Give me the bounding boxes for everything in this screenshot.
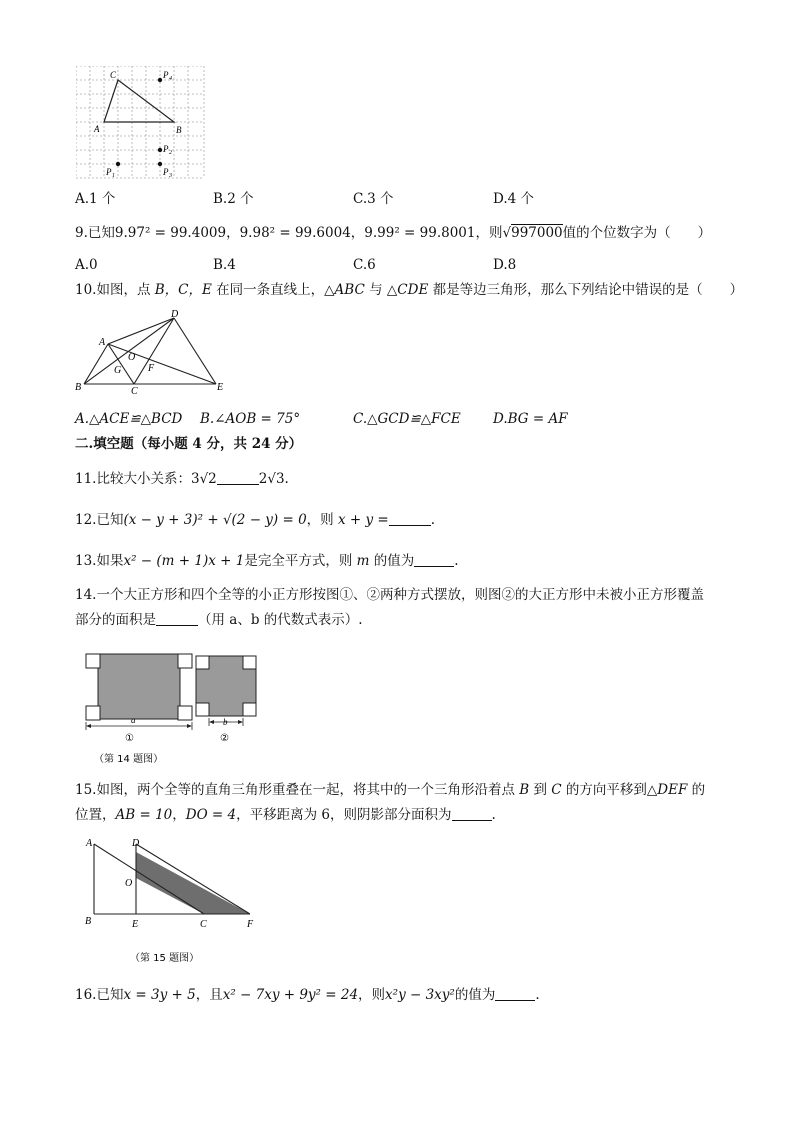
point-p3	[158, 162, 162, 166]
radical-sign: √	[502, 225, 512, 241]
q9-eq2: 9.98² = 99.6004	[239, 225, 351, 241]
q15-tri: △DEF	[646, 782, 688, 798]
q16-eq2: x² − 7xy + 9y² = 24	[222, 987, 359, 1003]
label-g: G	[114, 365, 122, 376]
q10-text-post: 都是等边三角形，那么下列结论中错误的是（ ）	[428, 282, 744, 298]
q12-mid: ，则	[306, 512, 338, 528]
label-a: A	[94, 124, 100, 134]
q15-end: .	[491, 807, 496, 823]
q15-line2	[75, 806, 496, 824]
line-ba	[84, 344, 108, 384]
label-c: C	[131, 386, 138, 394]
q10-tri2: △CDE	[386, 282, 429, 298]
line-de	[174, 318, 216, 384]
label-p4: P	[163, 70, 169, 80]
label-c: C	[200, 919, 207, 930]
fig2-small-square-br	[243, 703, 256, 716]
label-o: O	[125, 878, 133, 889]
q16-mid2: ，则	[358, 987, 386, 1003]
line-cd	[134, 318, 174, 384]
q14-line2	[75, 611, 363, 629]
q10-tri1: △ABC	[324, 282, 365, 298]
label-p2-sub: 2	[169, 150, 172, 156]
q16-mid: ，且	[195, 987, 223, 1003]
q14-line1: 14.一个大正方形和四个全等的小正方形按图①、②两种方式摆放，则图②的大正方形中未被小正方形覆盖	[75, 587, 704, 603]
fig1-small-square-bl	[86, 706, 100, 720]
label-a: a	[131, 715, 136, 725]
q13-suffix: 的值为	[369, 553, 415, 569]
q15-point-b: B	[519, 782, 530, 798]
point-p1	[116, 162, 120, 166]
q13-var: m	[356, 553, 370, 569]
q9-sep1: ，	[226, 225, 240, 241]
fig1-small-square-br	[178, 706, 192, 720]
q14-line2-post: （用 a、b 的代数式表示）.	[198, 612, 363, 628]
q14-caption: （第 14 题图）	[94, 754, 164, 765]
q8-option-b: B.2 个	[213, 191, 254, 207]
q16-eq1: x = 3y + 5	[123, 987, 196, 1003]
q9-option-d: D.8	[493, 257, 517, 273]
label-a: A	[99, 337, 106, 348]
q10-question	[75, 281, 743, 299]
label-b: b	[223, 717, 228, 727]
q12-end: .	[430, 512, 436, 528]
triangle-abc	[104, 80, 174, 122]
q10-text-pre: 10.如图，点	[75, 282, 155, 298]
q13-answer-blank[interactable]	[414, 552, 454, 567]
label-o: O	[128, 352, 136, 363]
q8-option-d: D.4 个	[493, 191, 535, 207]
q9-mid: ，则	[475, 225, 503, 241]
q9-question	[75, 224, 711, 242]
label-d: D	[171, 309, 179, 320]
label-b: B	[176, 125, 182, 135]
point-p2	[158, 148, 162, 152]
q9-option-b: B.4	[213, 257, 236, 273]
q14-squares-figure	[84, 652, 274, 766]
q15-line2-pre: 位置，	[75, 807, 116, 823]
q16-answer-blank[interactable]	[495, 986, 535, 1001]
q8-grid-figure	[76, 66, 206, 180]
label-b: B	[85, 916, 92, 927]
q15-line1-pre: 15.如图，两个全等的直角三角形重叠在一起，将其中的一个三角形沿着点	[75, 782, 520, 798]
fig1-small-square-tr	[178, 654, 192, 668]
line-ad	[108, 318, 174, 344]
line-ae	[108, 344, 216, 384]
fig2-small-square-tl	[196, 656, 209, 669]
q16-ask: x²y − 3xy²	[385, 987, 455, 1003]
q15-answer-blank[interactable]	[452, 806, 492, 821]
label-p1-sub: 1	[112, 173, 115, 179]
q10-points: B，C，E	[154, 282, 212, 298]
q10-option-b: B.∠AOB = 75°	[200, 411, 301, 427]
q15-caption: （第 15 题图）	[130, 953, 200, 964]
q12-prefix: 12.已知	[75, 512, 124, 528]
q15-line2-post: ，平移距离为 6，则阴影部分面积为	[236, 807, 452, 823]
fig2-small-square-bl	[196, 703, 209, 716]
q16-end: .	[535, 987, 540, 1003]
q12-expr: (x − y + 3)² + √(2 − y) = 0	[123, 512, 307, 528]
q15-sep: ，	[172, 807, 186, 823]
q13-expr: x² − (m + 1)x + 1	[123, 553, 245, 569]
q15-line1-end: 的	[687, 782, 706, 798]
q14-line2-pre: 部分的面积是	[75, 612, 156, 628]
q9-option-c: C.6	[353, 257, 376, 273]
fig1-small-square-tl	[86, 654, 100, 668]
q15-triangles-figure	[84, 836, 264, 966]
q16-question	[75, 986, 540, 1004]
label-e: E	[132, 919, 139, 930]
q15-point-c: C	[551, 782, 562, 798]
section-title: 二.填空题（每小题 4 分，共 24 分）	[75, 436, 303, 452]
q11-question	[75, 470, 289, 488]
point-p4	[158, 78, 162, 82]
q15-line1-post: 的方向平移到	[561, 782, 647, 798]
q16-suffix: 的值为	[454, 987, 496, 1003]
q10-option-a: A.△ACE≌△BCD	[75, 411, 183, 427]
q9-eq3: 9.99² = 99.8001	[364, 225, 476, 241]
q10-triangles-figure	[72, 308, 232, 394]
fig2-label: ②	[220, 733, 229, 744]
label-c: C	[110, 70, 117, 80]
q15-line1	[75, 781, 705, 799]
q10-option-d: D.BG = AF	[493, 411, 568, 427]
q14-answer-blank[interactable]	[156, 611, 198, 626]
q13-mid: 是完全平方式，则	[244, 553, 357, 569]
line-bd	[84, 318, 174, 384]
line-ac	[94, 844, 204, 914]
q12-question	[75, 511, 435, 529]
q9-option-a: A.0	[75, 257, 98, 273]
fig2-small-square-tr	[243, 656, 256, 669]
label-d: D	[132, 838, 140, 849]
label-p2: P	[163, 144, 169, 154]
q11-answer-blank[interactable]	[217, 470, 259, 485]
label-p1: P	[106, 167, 112, 177]
q9-sep2: ，	[350, 225, 365, 241]
q15-ab: AB = 10	[115, 807, 173, 823]
q16-prefix: 16.已知	[75, 987, 124, 1003]
q11-end: .	[284, 471, 289, 487]
label-e: E	[217, 382, 224, 393]
q15-line1-mid: 到	[529, 782, 552, 798]
q9-eq1: 9.97² = 99.4009	[114, 225, 227, 241]
q10-text-and: 与	[364, 282, 387, 298]
q10-text-mid: 在同一条直线上，	[211, 282, 325, 298]
q9-suffix: 值的个位数字为（ ）	[562, 225, 712, 241]
label-p3-sub: 3	[169, 173, 172, 179]
label-a: A	[86, 838, 93, 849]
q13-prefix: 13.如果	[75, 553, 124, 569]
label-f: F	[148, 363, 155, 374]
q11-left: 3√2	[190, 471, 217, 487]
label-f: F	[247, 919, 254, 930]
q10-option-c: C.△GCD≌△FCE	[353, 411, 461, 427]
q8-option-c: C.3 个	[353, 191, 394, 207]
q15-do: DO = 4	[185, 807, 237, 823]
q12-ask: x + y =	[337, 512, 389, 528]
label-p3: P	[163, 167, 169, 177]
q9-prefix: 9.已知	[75, 225, 115, 241]
label-p4-sub: 4	[169, 76, 172, 82]
q8-option-a: A.1 个	[75, 191, 116, 207]
q13-end: .	[454, 553, 459, 569]
q11-prefix: 11.比较大小关系：	[75, 471, 191, 487]
fig1-big-square	[98, 654, 180, 719]
label-b: B	[75, 382, 82, 393]
q13-question	[75, 552, 459, 570]
shaded-region	[136, 852, 250, 914]
q12-answer-blank[interactable]	[389, 511, 431, 526]
fig1-label: ①	[125, 733, 134, 744]
q11-right: 2√3	[258, 471, 285, 487]
q9-radicand: 997000	[511, 225, 563, 241]
